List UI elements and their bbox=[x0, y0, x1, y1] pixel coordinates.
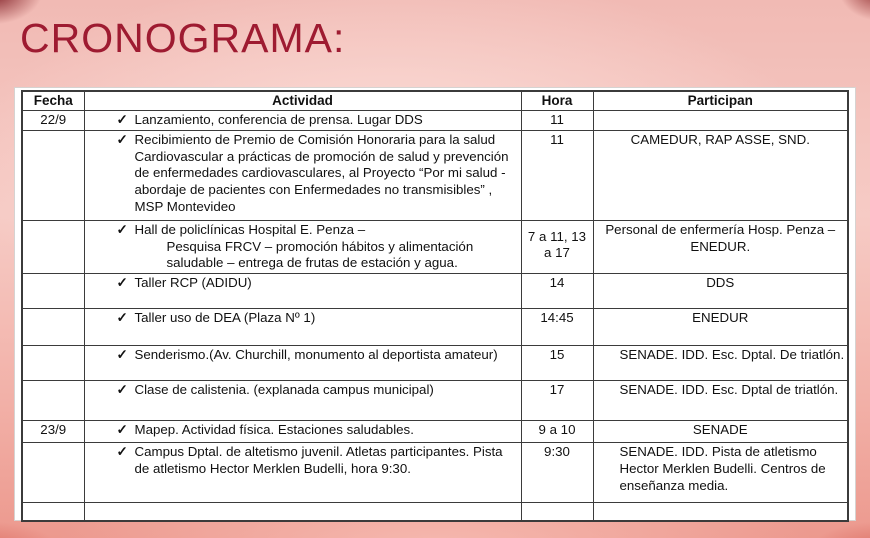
hora-cell: 17 bbox=[521, 381, 593, 421]
fecha-cell bbox=[22, 274, 84, 309]
checkmark-icon: ✓ bbox=[116, 310, 128, 325]
actividad-line bbox=[87, 422, 519, 439]
checkmark-icon: ✓ bbox=[116, 382, 128, 397]
actividad-subtext: Pesquisa FRCV – promoción hábitos y alimentación saludable – entrega de frutas de estación y agua. bbox=[166, 238, 474, 271]
hora-cell: 14 bbox=[521, 274, 593, 309]
table-row bbox=[22, 443, 848, 503]
actividad-cell bbox=[84, 220, 521, 273]
participan-cell: SENADE. IDD. Esc. Dptal de triatlón. bbox=[593, 381, 848, 421]
table-row bbox=[22, 346, 848, 381]
fecha-cell bbox=[22, 346, 84, 381]
actividad-line bbox=[87, 222, 519, 239]
table-row bbox=[22, 421, 848, 443]
checkmark-icon: ✓ bbox=[116, 275, 128, 290]
actividad-text: Taller uso de DEA (Plaza Nº 1) bbox=[134, 310, 316, 325]
schedule-table bbox=[21, 90, 849, 522]
actividad-cell bbox=[84, 309, 521, 346]
participan-cell: SENADE bbox=[593, 421, 848, 443]
actividad-text: Recibimiento de Premio de Comisión Honoraria para la salud Cardiovascular a prácticas de promoción de salud y prevención de enfermedades cardiovasculares, al Proyecto “Por mi salud - abordaje de pacientes con Enfermedades no transmisibles” , MSP Montevideo bbox=[134, 131, 509, 214]
checkmark-icon: ✓ bbox=[116, 422, 128, 437]
hora-cell bbox=[521, 503, 593, 521]
actividad-cell bbox=[84, 443, 521, 503]
actividad-cell bbox=[84, 130, 521, 220]
table-row bbox=[22, 381, 848, 421]
actividad-cell bbox=[84, 421, 521, 443]
actividad-text: Campus Dptal. de altetismo juvenil. Atletas participantes. Pista de atletismo Hector Merklen Budelli, hora 9:30. bbox=[134, 444, 503, 476]
actividad-cell bbox=[84, 111, 521, 131]
header-actividad: Actividad bbox=[84, 91, 521, 111]
checkmark-icon: ✓ bbox=[116, 112, 128, 127]
header-fecha: Fecha bbox=[22, 91, 84, 111]
hora-cell: 9 a 10 bbox=[521, 421, 593, 443]
table-row bbox=[22, 503, 848, 521]
actividad-text: Mapep. Actividad física. Estaciones saludables. bbox=[134, 422, 414, 437]
hora-cell: 14:45 bbox=[521, 309, 593, 346]
participan-cell bbox=[593, 111, 848, 131]
actividad-cell bbox=[84, 503, 521, 521]
fecha-cell: 23/9 bbox=[22, 421, 84, 443]
hora-cell: 11 bbox=[521, 130, 593, 220]
actividad-cell bbox=[84, 381, 521, 421]
participan-cell bbox=[593, 503, 848, 521]
actividad-line bbox=[87, 444, 519, 478]
actividad-line bbox=[87, 310, 519, 327]
actividad-text: Clase de calistenia. (explanada campus municipal) bbox=[134, 382, 434, 397]
fecha-cell bbox=[22, 309, 84, 346]
fecha-cell bbox=[22, 130, 84, 220]
participan-cell: SENADE. IDD. Pista de atletismo Hector Merklen Budelli. Centros de enseñanza media. bbox=[593, 443, 848, 503]
actividad-line bbox=[87, 275, 519, 292]
actividad-text: Lanzamiento, conferencia de prensa. Lugar DDS bbox=[134, 112, 423, 127]
header-row bbox=[22, 91, 848, 111]
table-row bbox=[22, 220, 848, 273]
participan-cell: DDS bbox=[593, 274, 848, 309]
hora-cell: 15 bbox=[521, 346, 593, 381]
table-row bbox=[22, 130, 848, 220]
schedule-body bbox=[22, 111, 848, 521]
actividad-line bbox=[87, 382, 519, 399]
fecha-cell bbox=[22, 503, 84, 521]
hora-cell: 11 bbox=[521, 111, 593, 131]
participan-cell: CAMEDUR, RAP ASSE, SND. bbox=[593, 130, 848, 220]
fecha-cell bbox=[22, 443, 84, 503]
actividad-line bbox=[87, 347, 519, 364]
actividad-text: Taller RCP (ADIDU) bbox=[134, 275, 252, 290]
table-row bbox=[22, 309, 848, 346]
checkmark-icon: ✓ bbox=[116, 444, 128, 459]
page-title: CRONOGRAMA: bbox=[20, 15, 346, 61]
actividad-line bbox=[87, 112, 519, 129]
hora-cell: 7 a 11, 13 a 17 bbox=[521, 220, 593, 273]
table-panel bbox=[14, 87, 856, 521]
checkmark-icon: ✓ bbox=[116, 221, 128, 237]
actividad-cell bbox=[84, 346, 521, 381]
actividad-text: Senderismo.(Av. Churchill, monumento al deportista amateur) bbox=[134, 347, 498, 362]
actividad-cell bbox=[84, 274, 521, 309]
fecha-cell: 22/9 bbox=[22, 111, 84, 131]
actividad-text: Hall de policlínicas Hospital E. Penza – bbox=[134, 221, 366, 237]
checkmark-icon: ✓ bbox=[116, 131, 128, 147]
fecha-cell bbox=[22, 381, 84, 421]
actividad-line bbox=[87, 132, 519, 216]
header-participan: Participan bbox=[593, 91, 848, 111]
participan-cell: ENEDUR bbox=[593, 309, 848, 346]
table-row bbox=[22, 274, 848, 309]
participan-cell: Personal de enfermería Hosp. Penza – ENEDUR. bbox=[593, 220, 848, 273]
table-row bbox=[22, 111, 848, 131]
hora-cell: 9:30 bbox=[521, 443, 593, 503]
participan-cell: SENADE. IDD. Esc. Dptal. De triatlón. bbox=[593, 346, 848, 381]
fecha-cell bbox=[22, 220, 84, 273]
checkmark-icon: ✓ bbox=[116, 347, 128, 362]
header-hora: Hora bbox=[521, 91, 593, 111]
